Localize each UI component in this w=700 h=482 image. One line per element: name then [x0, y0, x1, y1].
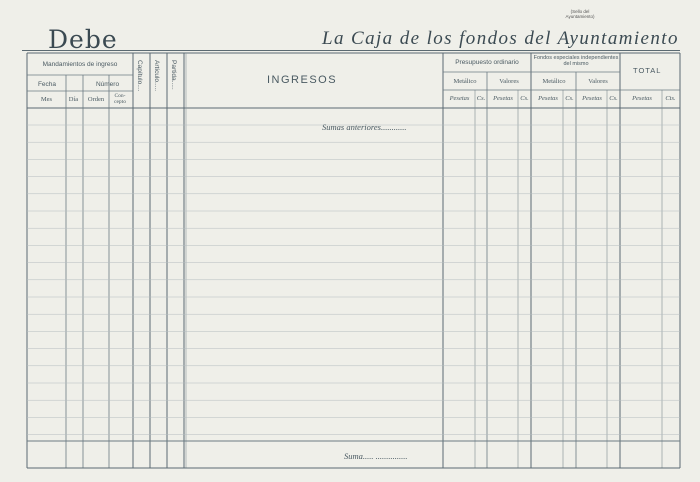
pesetas-header-4: Pesetas [582, 95, 602, 102]
metalico-header-2: Metálico [542, 78, 566, 85]
mandamientos-header: Mandamientos de ingreso [42, 61, 118, 68]
fondos-header: Fondos especiales independientes del mismo [533, 55, 619, 67]
articulo-header: Artículo..... [153, 60, 160, 92]
pesetas-header-3: Pesetas [538, 95, 558, 102]
valores-header-2: Valores [588, 78, 608, 85]
mes-header: Mes [40, 96, 53, 103]
capitulo-header: Capítulo.... [136, 60, 143, 92]
pesetas-header-1: Pesetas [449, 95, 470, 102]
seal-note: (Sello del Ayuntamiento) [565, 9, 595, 19]
sumas-anteriores: Sumas anteriores............ [322, 122, 407, 132]
concepto-header: Con-cepto [114, 93, 126, 105]
partida-header: Partida..... [170, 60, 177, 90]
cts-header-total: Cts. [665, 95, 676, 102]
fecha-header: Fecha [37, 81, 57, 88]
cs-header-3: Cs. [565, 95, 574, 102]
debe-heading: Debe [48, 25, 118, 54]
cs-header-2: Cs. [520, 95, 529, 102]
metalico-header-1: Metálico [453, 78, 477, 85]
total-header: TOTAL [633, 66, 662, 75]
pesetas-header-total: Pesetas [632, 95, 652, 102]
orden-header: Orden [87, 96, 105, 103]
ingresos-header: INGRESOS [267, 74, 338, 86]
pesetas-header-2: Pesetas [493, 95, 513, 102]
numero-header: Número [95, 81, 120, 88]
page-title: La Caja de los fondos del Ayuntamiento [322, 28, 679, 49]
suma-total: Suma..... ............... [344, 451, 408, 461]
valores-header-1: Valores [499, 78, 519, 85]
cs-header-1: Cs. [476, 95, 486, 102]
dia-header: Día [68, 96, 79, 103]
presupuesto-header: Presupuesto ordinario [455, 59, 519, 66]
cs-header-4: Cs. [609, 95, 618, 102]
